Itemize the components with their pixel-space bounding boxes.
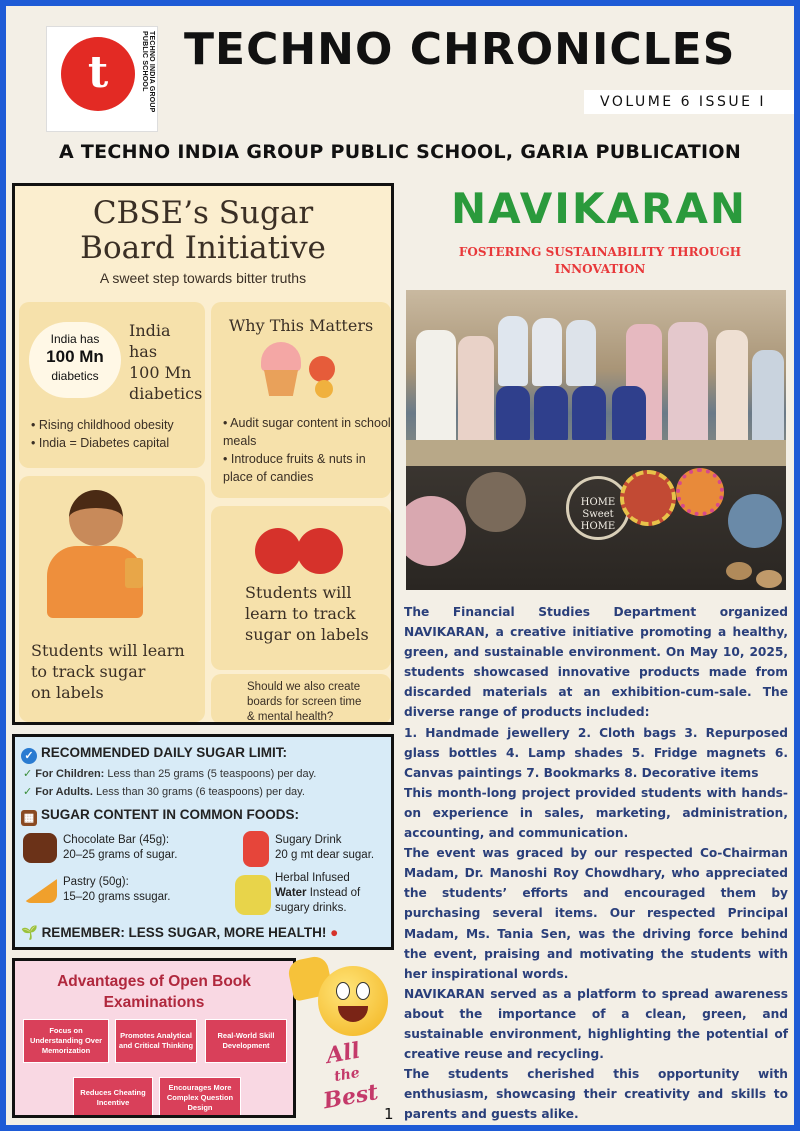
india-stat-text (129, 320, 202, 404)
question-line2: boards for screen time (247, 696, 362, 708)
daily-limit-heading-text: RECOMMENDED DAILY SUGAR LIMIT: (41, 745, 288, 760)
food-name: Chocolate Bar (45g): (63, 834, 170, 846)
school-logo (46, 26, 158, 132)
bullet-item: • India = Diabetes capital (31, 434, 207, 452)
badge-line2: 100 Mn (46, 347, 104, 366)
remember-line (21, 925, 338, 941)
poster-title-line2: Board Initiative (80, 230, 326, 266)
why-matters-card (211, 302, 391, 498)
sprout-icon: 🌱 (21, 925, 42, 940)
why-bullets (223, 414, 391, 486)
food-detail-bold: Water (275, 887, 307, 899)
cupcake-icon (259, 342, 303, 398)
boy-card (19, 476, 205, 722)
apples-card-text (245, 582, 369, 645)
advantage-box: Focus on Understanding Over Memorization (23, 1019, 109, 1063)
chocolate-icon: ▦ (21, 810, 37, 826)
advantage-box: Promotes Analytical and Critical Thinking (115, 1019, 197, 1063)
badge-line3: diabetics (51, 369, 99, 383)
apples-card (211, 506, 391, 670)
best-line3: Best (321, 1079, 381, 1115)
food-detail: 15–20 grams ssugar. (63, 891, 171, 903)
sugar-board-poster (12, 183, 394, 725)
check-circle-icon: ✓ (21, 748, 37, 764)
article-paragraph: The event was graced by our respected Co-Chairman Madam, Dr. Manoshi Roy Chowdhary, who appreciated the students’ efforts and encouraged them by purchasing several items. Our respected Principal Madam, Ms. Tania Sen, was the driving force behind the event, praising and motivating the students with her inspirational words. (404, 846, 788, 981)
question-text (247, 680, 361, 725)
poster-title-line1: CBSE’s Sugar (92, 195, 314, 231)
question-card (211, 674, 391, 724)
best-line2: the (333, 1064, 361, 1086)
advantage-box: Reduces Cheating Incentive (73, 1077, 153, 1118)
open-book-title (15, 971, 293, 1013)
india-diabetics-card (19, 302, 205, 468)
newsletter-page (6, 6, 794, 1125)
bullet-item: • Rising childhood obesity (31, 416, 207, 434)
pastry-icon (23, 873, 57, 903)
food-detail: 20 g mt dear sugar. (275, 849, 375, 861)
india-bullets (31, 416, 207, 452)
food-name: Herbal Infused (275, 872, 350, 884)
newsletter-title: TECHNO CHRONICLES (184, 24, 736, 75)
boy-card-text (31, 640, 185, 703)
india-line4: diabetics (129, 384, 203, 403)
article-subtitle (426, 244, 774, 278)
apple-text-line2: learn to track (245, 604, 356, 623)
article-paragraph: The Financial Studies Department organized NAVIKARAN, a creative initiative promoting a healthy, green, and sustainable environment. On May 10, 2025, students showcased innovative products made from discarded materials at an exhibition-cum-sale. The diverse range of products included: (404, 605, 788, 720)
advantage-box: Encourages More Complex Question Design (159, 1077, 241, 1118)
article-paragraph: This month-long project provided students with hands-on experience in sales, marketing, administration, accounting, and communication. (404, 785, 788, 841)
drink-icon (243, 831, 269, 867)
all-the-best-graphic (297, 1035, 397, 1116)
apple-text-line1: Students will (245, 583, 352, 602)
smiley-icon (318, 966, 388, 1036)
food-herbal-water (275, 871, 360, 916)
adults-limit: ✓ For Adults. Less than 30 grams (6 teaspoons) per day. (23, 786, 305, 798)
children-text: Less than 25 grams (5 teaspoons) per day. (107, 768, 317, 780)
article-paragraph: NAVIKARAN served as a platform to spread awareness about the importance of a clean, green, and sustainable environment, highlighting the potential of creative reuse and recycling. (404, 986, 788, 1062)
home-sign-line3: HOME (580, 521, 616, 532)
apple-icon: ● (330, 925, 339, 940)
adults-label: For Adults. (35, 786, 93, 798)
candy-icon (309, 356, 335, 382)
food-chocolate (63, 833, 177, 863)
common-foods-heading-text: SUGAR CONTENT IN COMMON FOODS: (41, 807, 299, 822)
food-detail-2: sugary drinks. (275, 902, 347, 914)
children-label: For Children: (35, 768, 105, 780)
publication-subtitle: A TECHNO INDIA GROUP PUBLIC SCHOOL, GARIA PUBLICATION (58, 141, 742, 163)
bullet-item: • Audit sugar content in school meals (223, 414, 391, 450)
boy-with-phone-illustration (39, 486, 159, 626)
best-line1: All (324, 1037, 363, 1070)
article-title: NAVIKARAN (451, 184, 747, 233)
food-name: Sugary Drink (275, 834, 342, 846)
why-title: Why This Matters (228, 316, 374, 335)
india-line3: 100 Mn (129, 363, 192, 382)
india-line2: has (129, 342, 158, 361)
lollipop-icon (315, 380, 333, 398)
home-sweet-home-sign (566, 476, 630, 540)
india-badge (29, 322, 121, 398)
question-line3: & mental health? (247, 711, 334, 723)
open-book-title-line2: Examinations (103, 994, 205, 1011)
article-subtitle-line2: INNOVATION (554, 262, 646, 276)
children-limit: ✓ For Children: Less than 25 grams (5 teaspoons) per day. (23, 768, 317, 780)
article-body (404, 602, 788, 1124)
open-book-title-line1: Advantages of Open Book (57, 973, 251, 990)
food-detail: Instead of (309, 887, 361, 899)
volume-issue: VOLUME 6 ISSUE I (584, 90, 794, 114)
boy-text-line2: to track sugar (31, 662, 146, 681)
crafts-photo (406, 466, 786, 590)
apple-text-line3: sugar on labels (245, 625, 369, 644)
poster-tagline: A sweet step towards bitter truths (99, 270, 307, 286)
food-sugary-drink (275, 833, 374, 863)
poster-title (15, 196, 391, 266)
boy-text-line1: Students will learn (31, 641, 185, 660)
group-photo (406, 290, 786, 466)
india-line1: India (129, 321, 171, 340)
article-paragraph: 1. Handmade jewellery 2. Cloth bags 3. Repurposed glass bottles 4. Lamp shades 5. Fridge magnets 6. Canvas paintings 7. Bookmarks 8. Decorative items (404, 725, 788, 780)
boy-text-line3: on labels (31, 683, 104, 702)
common-foods-heading (21, 807, 299, 826)
badge-line1: India has (50, 332, 100, 346)
logo-text: TECHNO INDIA GROUP PUBLIC SCHOOL (141, 31, 155, 113)
food-detail: 20–25 grams of sugar. (63, 849, 178, 861)
daily-limit-heading (21, 745, 287, 764)
food-name: Pastry (50g): (63, 876, 129, 888)
food-pastry (63, 875, 170, 905)
lemon-water-icon (235, 875, 271, 915)
logo-emblem: t (61, 37, 135, 111)
phone-icon (125, 558, 143, 588)
open-book-panel (12, 958, 296, 1118)
article-paragraph: The students cherished this opportunity with enthusiasm, showcasing their creativity and skills to parents and guests alike. (404, 1067, 788, 1122)
apple-icon (255, 522, 347, 578)
remember-text: REMEMBER: LESS SUGAR, MORE HEALTH! (41, 925, 327, 940)
question-line1: Should we also create (247, 681, 361, 693)
home-sign-line1: HOME (580, 497, 616, 508)
chocolate-icon (23, 833, 57, 863)
advantage-box: Real-World Skill Development (205, 1019, 287, 1063)
adults-text: Less than 30 grams (6 teaspoons) per day. (96, 786, 305, 798)
sugar-limit-panel (12, 734, 394, 950)
page-number: 1 (384, 1105, 394, 1123)
article-subtitle-line1: FOSTERING SUSTAINABILITY THROUGH (458, 245, 742, 259)
bullet-item: • Introduce fruits & nuts in place of candies (223, 450, 391, 486)
home-sign-line2: Sweet (582, 509, 614, 520)
